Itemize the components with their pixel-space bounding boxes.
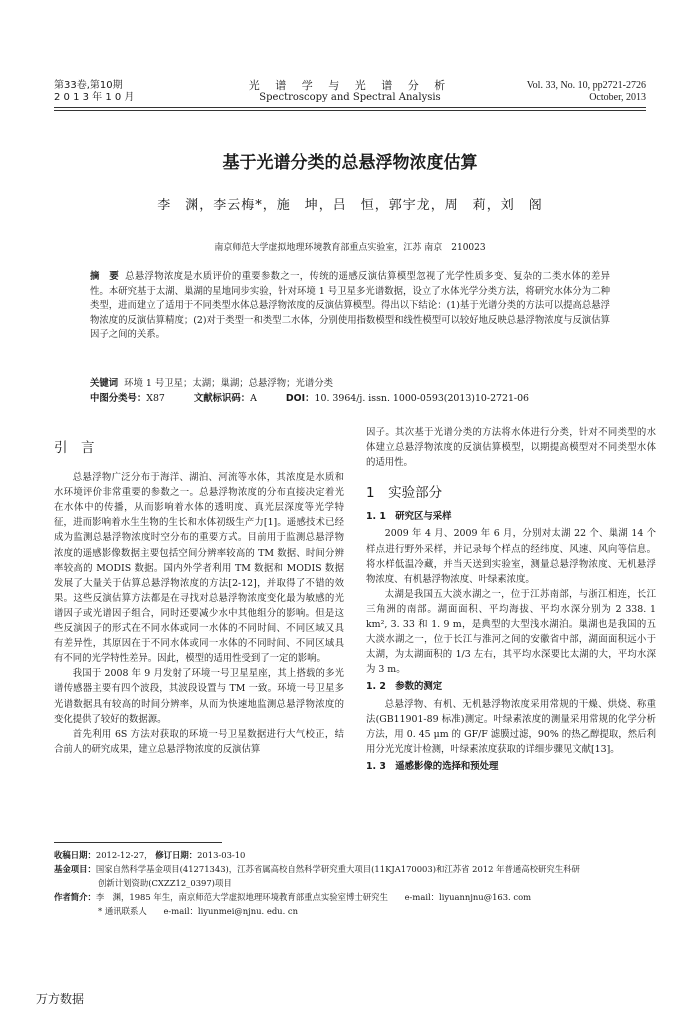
affiliation: 南京师范大学虚拟地理环境教育部重点实验室，江苏 南京 210023 (214, 243, 486, 253)
revised-date: 2013-03-10 (197, 850, 246, 860)
subsection-1-2-heading: 1. 2 参数的测定 (366, 681, 443, 693)
fund-row-2: 创新计划资助(CXZZ12_0397)项目 (98, 878, 232, 888)
left-column (54, 425, 344, 757)
footnotes (54, 848, 654, 918)
keywords-text: 环境 1 号卫星；太湖；巢湖；总悬浮物；光谱分类 (124, 378, 333, 389)
right-column (366, 425, 656, 776)
doi-value: 10. 3964/j. issn. 1000-0593(2013)10-2721-06 (314, 393, 530, 404)
corresponding-author-row: * 通讯联系人 e-mail：liyunmei@njnu. edu. cn (98, 906, 298, 916)
fund-row (54, 862, 654, 876)
clc-label: 中图分类号： (90, 393, 147, 404)
fund-text-1: 国家自然科学基金项目(41271343)，江苏省属高校自然科学研究重大项目(11KJA170003)和江苏省 2012 年普通高校研究生科研 (95, 864, 580, 874)
journal-name-cn: 光 谱 学 与 光 谱 分 析 (248, 79, 452, 92)
revised-label: 修订日期： (155, 850, 198, 860)
author-bio-text: 李 渊，1985 年生，南京师范大学虚拟地理环境教育部重点实验室博士研究生 e-mail：liyuannjnu@163. com (95, 892, 532, 902)
keywords-label: 关键词 (90, 378, 119, 389)
classification-row (90, 391, 630, 406)
author-list: 李 渊，李云梅*，施 坤，吕 恒，郭宇龙，周 莉，刘 阁 (157, 198, 543, 213)
doc-code-value: A (250, 393, 257, 404)
author-bio-row (54, 890, 654, 904)
paper-title: 基于光谱分类的总悬浮物浓度估算 (222, 153, 478, 173)
issue-volume: 第33卷,第10期 (54, 80, 123, 91)
keywords-row (90, 376, 630, 391)
doi-label: DOI： (285, 393, 315, 404)
database-watermark: 万方数据 (36, 992, 85, 1006)
abstract (90, 270, 610, 343)
author-bio-label: 作者简介： (54, 892, 96, 902)
fund-label: 基金项目： (54, 864, 96, 874)
received-label: 收稿日期： (54, 850, 96, 860)
subsection-1-3-heading: 1. 3 遥感影像的选择和预处理 (366, 760, 499, 772)
intro-paragraph-2: 我国于 2008 年 9 月发射了环境一号卫星星座，其上搭载的多光谱传感器主要有四个波段，其波段设置与 TM 一致。环境一号卫星多光谱数据具有较高的时间分辨率，从而为快速地监测总悬浮物浓度的变化提供了较好的数据源。 (54, 668, 344, 725)
header-rule-bottom (54, 110, 646, 111)
intro-paragraph-1: 总悬浮物广泛分布于海洋、湖泊、河流等水体，其浓度是水质和水环境评价非常重要的参数之一。总悬浮物浓度的分布直接决定着光在水体中的传播，从而影响着水体的透明度、真光层深度等光学特征，进而影响着水生生物的生长和水体初级生产力[1]。遥感技术已经成为监测总悬浮物浓度时空分布的重要方式。目前用于监测总悬浮物浓度的遥感影像数据主要包括空间分辨率较高的 TM 数据、时间分辨率较高的 MODIS 数据。国内外学者利用 TM 数据和 MODIS 数据发展了大量关于估算总悬浮物浓度的方法[2-12]，并取得了不错的效果。这些反演估算方法都是在寻找对总悬浮物浓度变化最为敏感的光谱因子或光谱因子组合，同时还要减少水中其他组分的影响。但是这些反演因子的形式在不同水体或同一水体的不同时间、不同区域又具有差异性，其原因在于不同水体或同一水体的不同时间、不同区域具有不同的光学特性差异。因此，模型的适用性受到了一定的影响。 (54, 472, 344, 665)
issue-date: 2 0 1 3 年 1 0 月 (54, 92, 135, 103)
parameters-paragraph: 总悬浮物、有机、无机悬浮物浓度采用常规的干燥、烘烧、称重法(GB11901-89 标准)测定。叶绿素浓度的测量采用常规的化学分析方法，用 0. 45 μm 的 GF/F 滤膜过滤，90% 的热乙醇提取，然后利用分光光度计检测，叶绿素浓度获取的详细步骤见文献[13]。 (366, 698, 656, 755)
footnote-rule (54, 842, 222, 843)
volume-pages: Vol. 33, No. 10, pp2721-2726 (526, 80, 646, 91)
subsection-1-1-heading: 1. 1 研究区与采样 (366, 511, 452, 523)
abstract-text: 总悬浮物浓度是水质评价的重要参数之一，传统的遥感反演估算模型忽视了光学性质多变、复杂的二类水体的差异性。本研究基于太湖、巢湖的星地同步实验，针对环境 1 号卫星多光谱数据，设立了水体光学分类方法，将研究水体分为二种类型，进而建立了适用于不同类型水体总悬浮物浓度的反演估算模型。得出以下结论：(1)基于光谱分类的方法可以提高总悬浮物浓度的反演估算精度；(2)对于类型一和类型二水体，分别使用指数模型和线性模型可以较好地反映总悬浮物浓度与反演估算因子之间的关系。 (90, 271, 610, 341)
received-date: 2012-12-27， (95, 850, 153, 860)
dates-row (54, 848, 654, 862)
journal-name-en: Spectroscopy and Spectral Analysis (259, 92, 441, 103)
section-1-heading: 1 实验部分 (366, 485, 443, 502)
journal-pages (527, 80, 646, 104)
clc-value: X87 (146, 393, 165, 404)
intro-paragraph-3: 首先利用 6S 方法对获取的环境一号卫星数据进行大气校正，结合前人的研究成果，建立总悬浮物浓度的反演估算 (54, 728, 344, 755)
intro-paragraph-continued: 因子。其次基于光谱分类的方法将水体进行分类，针对不同类型的水体建立总悬浮物浓度的反演估算模型，以期提高模型对不同类型水体的适用性。 (366, 427, 656, 469)
issue-month: October, 2013 (589, 92, 646, 103)
sampling-paragraph: 2009 年 4 月、2009 年 6 月，分别对太湖 22 个、巢湖 14 个样点进行野外采样，并记录每个样点的经纬度、风速、风向等信息。将水样低温冷藏，并当天送到实验室，测量总悬浮物浓度、无机悬浮物浓度、有机悬浮物浓度、叶绿素浓度。 (366, 528, 656, 585)
abstract-label: 摘 要 (90, 271, 120, 282)
header-rule-top (54, 107, 646, 108)
doc-code-label: 文献标识码： (193, 393, 251, 404)
study-area-paragraph: 太湖是我国五大淡水湖之一，位于江苏南部，与浙江相连，长江三角洲的南部。湖面面积、平均海拔、平均水深分别为 2 338. 1 km², 3. 33 和 1. 9 m，是典型的大型浅水湖泊。巢湖也是我国的五大淡水湖之一，位于长江与淮河之间的安徽省中部，湖面面积远小于太湖，为太湖面积的 1/3 左右，其平均水深要比太湖的大，平均水深为 3 m。 (366, 588, 656, 676)
intro-heading: 引 言 (54, 440, 95, 456)
keywords-block (90, 376, 630, 406)
